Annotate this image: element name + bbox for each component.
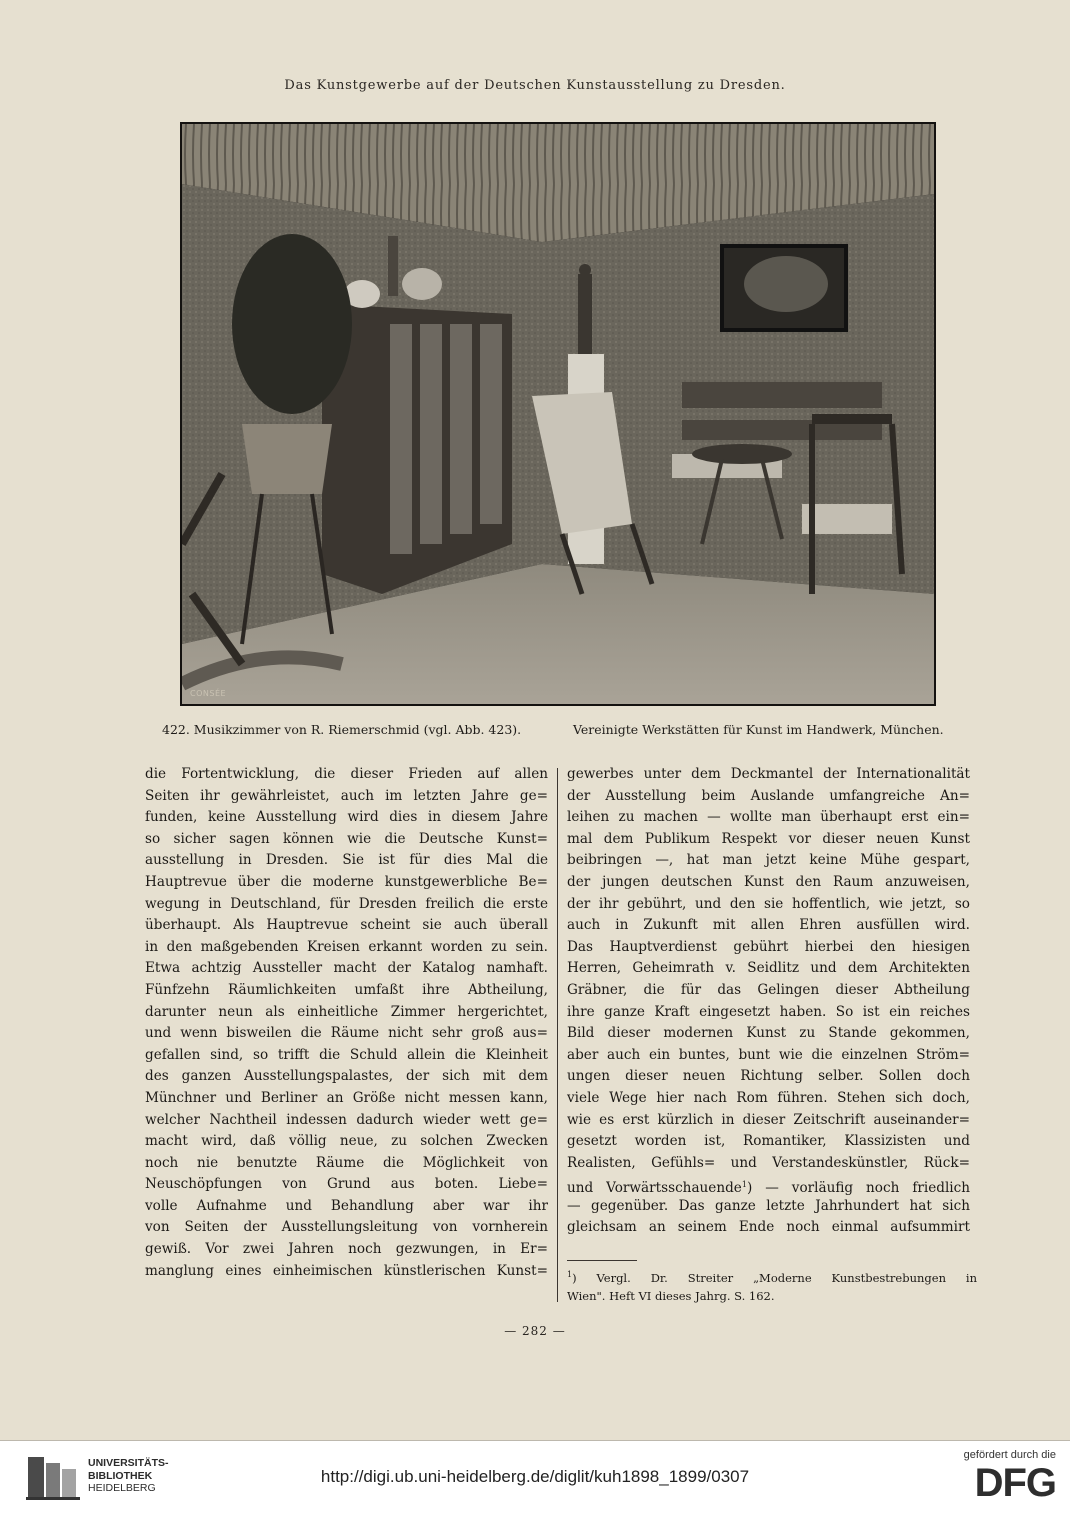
text-line: Hauptrevue über die moderne kunstgewerbliche Be= xyxy=(145,873,548,890)
text-line: so sicher sagen können wie die Deutsche Kunst= xyxy=(145,830,548,847)
text-line: Realisten, Gefühls= und Verstandeskünstler, Rück= xyxy=(567,1154,970,1171)
text-line: Neuschöpfungen von Grund aus boten. Liebe= xyxy=(145,1176,548,1193)
funding-note: gefördert durch die xyxy=(963,1449,1056,1461)
text-line: Gräbner, die für das Gelingen dieser Abtheilung xyxy=(567,981,970,998)
text-line: beibringen —, hat man jetzt keine Mühe gespart, xyxy=(567,852,970,869)
text-fragment: ) — vorläufig noch friedlich xyxy=(746,1180,971,1197)
text-line: des ganzen Ausstellungspalastes, der sich mit dem xyxy=(145,1068,548,1085)
text-line: manglung eines einheimischen künstlerischen Kunst= xyxy=(145,1262,548,1279)
text-line: die Fortentwicklung, die dieser Frieden auf allen xyxy=(145,766,548,782)
text-line: in den maßgebenden Kreisen erkannt worden zu sein. xyxy=(145,938,548,955)
library-name-line: UNIVERSITÄTS- xyxy=(88,1457,169,1469)
text-line: — gegenüber. Das ganze letzte Jahrhundert hat sich xyxy=(567,1197,970,1214)
funder-block[interactable] xyxy=(946,1449,1056,1503)
running-head: Das Kunstgewerbe auf der Deutschen Kunstausstellung zu Dresden. xyxy=(284,78,786,93)
text-line: auch in Zukunft mit allen Ehren ausfüllen wird. xyxy=(567,917,970,934)
text-fragment: und Vorwärtsschauende xyxy=(567,1180,742,1197)
column-divider xyxy=(557,768,558,1302)
text-line: gewiß. Vor zwei Jahren noch gezwungen, in Er= xyxy=(145,1241,548,1258)
text-line: gewerbes unter dem Deckmantel der Internationalität xyxy=(567,766,970,782)
text-line: macht wird, daß völlig neue, zu solchen Zwecken xyxy=(145,1133,548,1150)
text-line: darunter neun als einheitliche Zimmer hergerichtet, xyxy=(145,1003,548,1020)
footnote-text: ) Vergl. Dr. Streiter „Moderne Kunstbestrebungen in xyxy=(572,1271,977,1285)
figure-caption-title: 422. Musikzimmer von R. Riemerschmid (vgl. Abb. 423). xyxy=(162,722,522,737)
text-line: volle Aufnahme und Behandlung aber war ihr xyxy=(145,1197,548,1214)
text-line: der ihr gebührt, und den sie hoffentlich, wie jetzt, so xyxy=(567,895,970,912)
text-line: funden, keine Ausstellung wird dies in diesem Jahre xyxy=(145,809,548,826)
footnote-number: 1 xyxy=(567,1270,573,1279)
text-line: Bild dieser modernen Kunst zu Stande gekommen, xyxy=(567,1025,970,1042)
library-name-line: HEIDELBERG xyxy=(88,1482,156,1494)
text-line: von Seiten der Ausstellungsleitung von vornherein xyxy=(145,1219,548,1236)
text-line-with-footnote-ref xyxy=(567,1174,970,1196)
plate-signature: CONSÉE xyxy=(190,689,227,698)
text-line: aber auch ein buntes, bunt wie die einzelnen Ström= xyxy=(567,1046,970,1063)
text-line: mal dem Publikum Respekt vor dieser neuen Kunst xyxy=(567,830,970,847)
room-photograph xyxy=(182,124,934,704)
text-line: Herren, Geheimrath v. Seidlitz und dem Architekten xyxy=(567,960,970,977)
footnote-rule xyxy=(567,1260,637,1261)
text-line: welcher Nachtheil indessen dadurch wieder wett ge= xyxy=(145,1111,548,1128)
text-line: der Ausstellung beim Auslande umfangreiche An= xyxy=(567,787,970,804)
text-line: ungen dieser neuen Richtung selber. Sollen doch xyxy=(567,1068,970,1085)
footnote-reference[interactable]: 1 xyxy=(741,1180,747,1190)
figure-caption-credit: Vereinigte Werkstätten für Kunst im Handwerk, München. xyxy=(573,722,944,737)
footnote-line xyxy=(567,1266,977,1287)
text-line: Etwa achtzig Aussteller macht der Katalog namhaft. xyxy=(145,960,548,977)
text-line: gleichsam an seinem Ende noch einmal aufsummirt xyxy=(567,1219,970,1236)
text-line: Münchner und Berliner an Größe nicht messen kann, xyxy=(145,1089,548,1106)
text-column-left xyxy=(145,764,548,1282)
text-line: viele Wege hier nach Rom führen. Stehen sich doch, xyxy=(567,1089,970,1106)
text-line: wie es erst kürzlich in dieser Zeitschrift auseinander= xyxy=(567,1111,970,1128)
text-line: überhaupt. Als Hauptrevue scheint sie auch überall xyxy=(145,917,548,934)
text-line: wegung in Deutschland, für Dresden freilich die erste xyxy=(145,895,548,912)
text-line: der jungen deutschen Kunst den Raum anzuweisen, xyxy=(567,873,970,890)
footnote xyxy=(567,1266,977,1305)
footnote-line: Wien". Heft VI dieses Jahrg. S. 162. xyxy=(567,1289,775,1303)
text-line: gefallen sind, so trifft die Schuld allein die Kleinheit xyxy=(145,1046,548,1063)
text-line: und wenn bisweilen die Räume nicht sehr groß aus= xyxy=(145,1025,548,1042)
text-line: Das Hauptverdienst gebührt hierbei den hiesigen xyxy=(567,938,970,955)
library-name-line: BIBLIOTHEK xyxy=(88,1469,153,1482)
text-line: Seiten ihr gewährleistet, auch im letzten Jahre ge= xyxy=(145,787,548,804)
illustration-music-room xyxy=(180,122,936,706)
text-line: ausstellung in Dresden. Sie ist für dies Mal die xyxy=(145,852,548,869)
text-line: Fünfzehn Räumlichkeiten umfaßt ihre Abtheilung, xyxy=(145,981,548,998)
digitization-footer xyxy=(0,1440,1070,1514)
text-line: noch nie benutzte Räume die Möglichkeit von xyxy=(145,1154,548,1171)
dfg-logo-icon: DFG xyxy=(974,1461,1056,1505)
permalink-url[interactable]: http://digi.ub.uni-heidelberg.de/diglit/kuh1898_1899/0307 xyxy=(320,1467,750,1486)
text-line: leihen zu machen — wollte man überhaupt erst ein= xyxy=(567,809,970,826)
text-column-right xyxy=(567,764,970,1239)
text-line: ihre ganze Kraft eingesetzt haben. So ist ein reiches xyxy=(567,1003,970,1020)
text-line: gesetzt worden ist, Romantiker, Klassizisten und xyxy=(567,1133,970,1150)
page-number: — 282 — xyxy=(504,1324,566,1338)
